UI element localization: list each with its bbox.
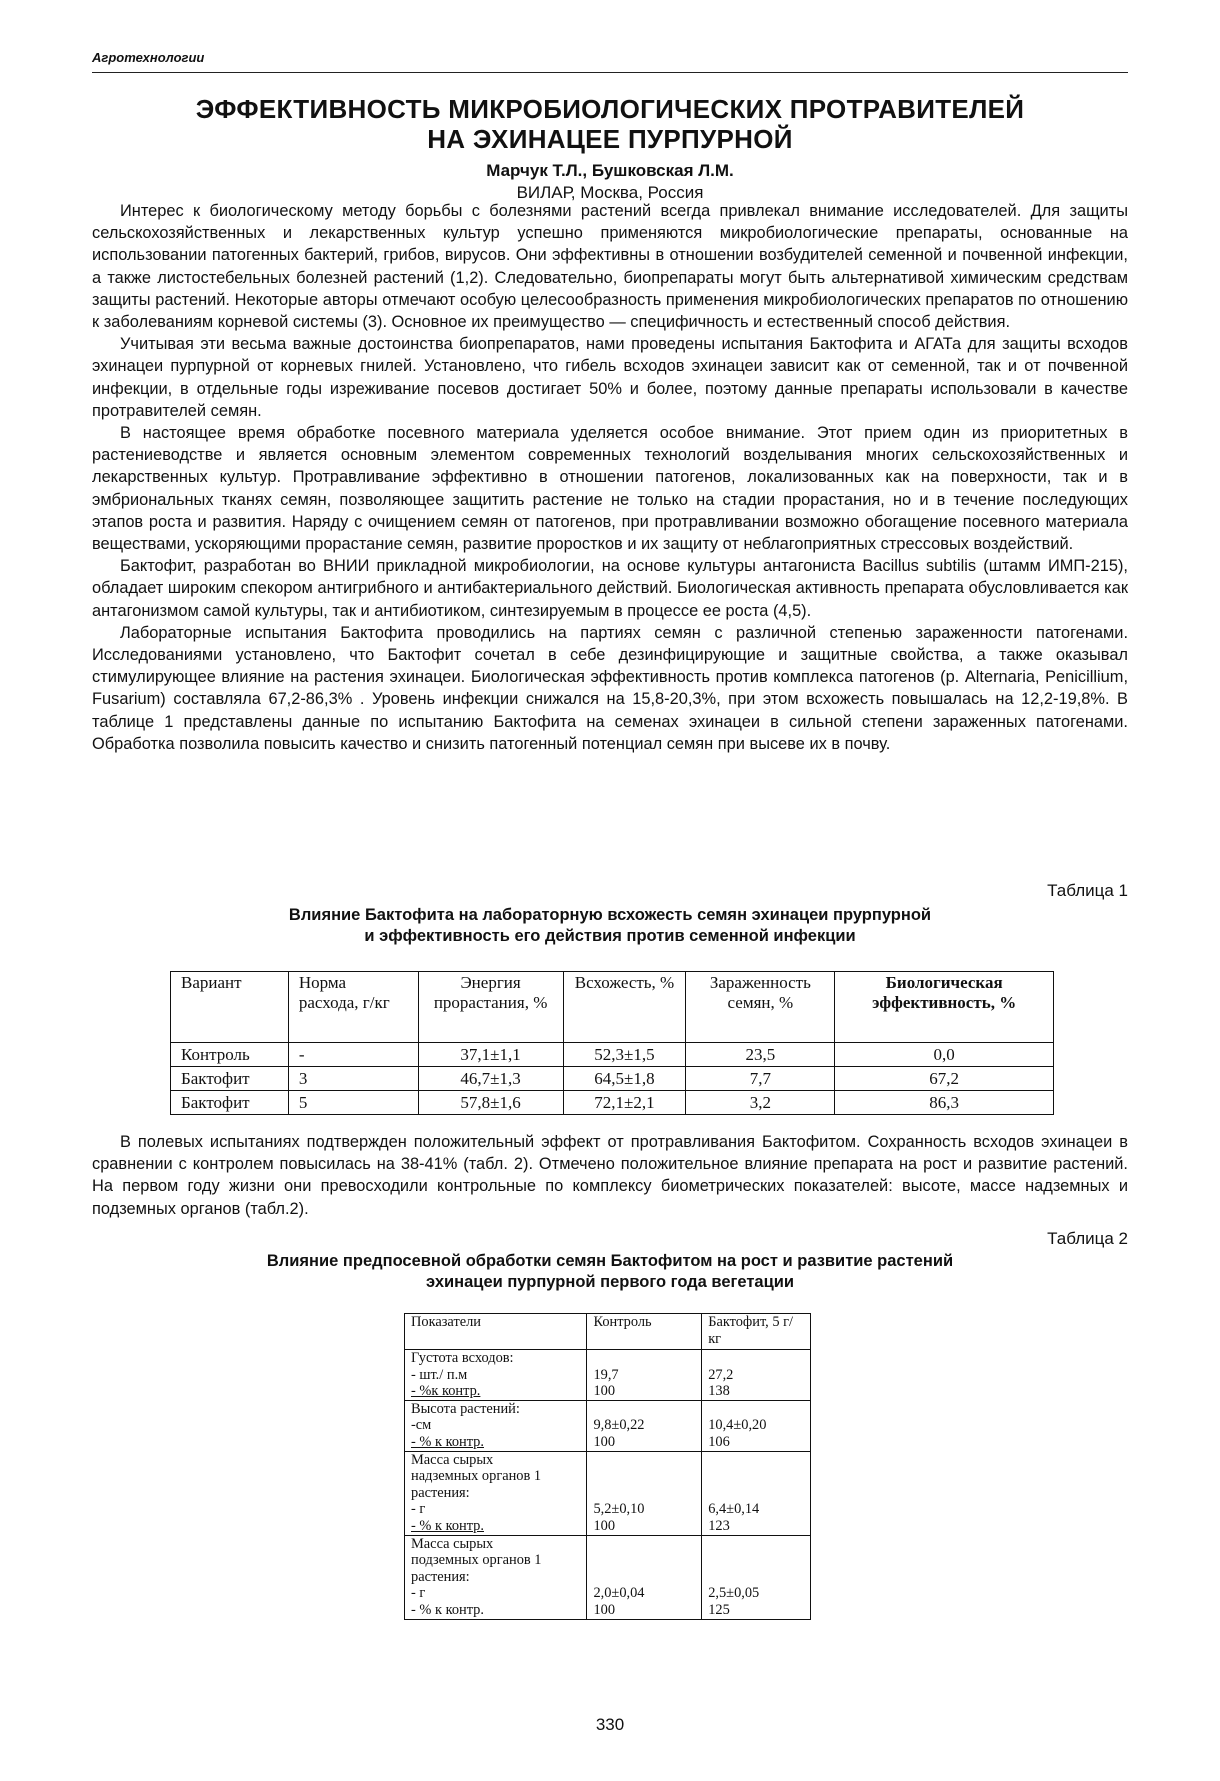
article-body-part-2 [92,1131,1128,1220]
header-rule [92,72,1128,73]
value: 19,7 [593,1366,619,1383]
paragraph: Интерес к биологическому методу борьбы с болезнями растений всегда привлекал внимание исследователей. Для защиты сельскохозяйственных и лекарственных культур успешно применяются микробиологические препараты, основанные на использовании патогенных бактерий, грибов, вирусов. Они эффективны в отношении возбудителей семенной и почвенной инфекции, а также листостебельных болезней растений (1,2). Следовательно, биопрепараты могут быть альтернативой химическим средствам защиты растений. Некоторые авторы отмечают особую целесообразность применения микробиологических препаратов по отношению к заболеваниям корневой системы (3). Основное их преимущество — специфичность и естественный способ действия. [92,202,1128,332]
table-1-title [92,905,1128,947]
value: 9,8±0,22 [593,1417,645,1434]
row-label: - % к контр. [411,1517,484,1534]
value: 100 [593,1383,616,1400]
table-cell [587,1451,702,1535]
value: 2,5±0,05 [708,1585,760,1602]
table-header-cell: Зараженность семян, % [686,972,835,1043]
table-cell [405,1535,587,1619]
table-2-label: Таблица 2 [1047,1229,1128,1248]
table-cell: 37,1±1,1 [418,1043,563,1067]
table-header-cell: Норма расхода, г/кг [288,972,418,1043]
value: 100 [593,1517,616,1534]
table-1 [170,971,1054,1115]
row-label: -см [411,1417,432,1434]
row-label: - шт./ п.м [411,1366,468,1383]
table-group [405,1350,811,1401]
table-cell [702,1350,811,1401]
table-cell: 0,0 [835,1043,1054,1067]
table-group [405,1451,811,1535]
row-label: - %к контр. [411,1383,481,1400]
table-cell: Бактофит [171,1067,289,1091]
group-heading: надземных органов 1 [411,1468,542,1485]
table-cell [587,1350,702,1401]
paragraph: Учитывая эти весьма важные достоинства биопрепаратов, нами проведены испытания Бактофита и АГАТа для защиты всходов эхинацеи пурпурной от корневых гнилей. Установлено, что гибель всходов эхинацеи зависит как от семенной, так и от почвенной инфекции, в отдельные годы изреживание посевов достигает 50% и более, поэтому данные препараты использовали в качестве протравителей семян. [92,335,1128,420]
table-header-cell: Бактофит, 5 г/кг [702,1314,811,1350]
section-label: Агротехнологии [92,50,205,65]
table-cell [405,1350,587,1401]
table-cell [587,1535,702,1619]
paragraph: В настоящее время обработке посевного материала уделяется особое внимание. Этот прием один из приоритетных в растениеводстве и является основным элементом современных технологий возделывания многих сельскохозяйственных и лекарственных культур. Протравливание эффективно в отношении патогенов, локализованных как на поверхности, так и в эмбриональных тканях семян, позволяющее защитить растение не только на стадии прорастания, но и в течение последующих этапов роста и развития. Наряду с очищением семян от патогенов, при протравливании возможно обогащение посевного материала веществами, ускоряющими прорастание семян, развитие проростков и их защиту от неблагоприятных стрессовых воздействий. [92,424,1128,554]
article-title-line-1: ЭФФЕКТИВНОСТЬ МИКРОБИОЛОГИЧЕСКИХ ПРОТРАВИТЕЛЕЙ [195,94,1025,124]
table-cell: 5 [288,1091,418,1115]
table-cell [702,1400,811,1451]
paragraph: Лабораторные испытания Бактофита проводились на партиях семян с различной степенью зараженности патогенами. Исследованиями установлено, что Бактофит сочетал в себе дезинфицирующие и защитные свойства, а также оказывал стимулирующее влияние на растения эхинацеи. Биологическая эффективность против комплекса патогенов (р. Alternaria, Penicillium, Fusarium) составляла 67,2-86,3% . Уровень инфекции снижался на 15,8-20,3%, при этом всхожесть повышалась на 12,2-19,8%. В таблице 1 представлены данные по испытанию Бактофита на семенах эхинацеи в сильной степени зараженных патогенами. Обработка позволила повысить качество и снизить патогенный потенциал семян при высеве их в почву. [92,623,1128,753]
table-2-title-line: эхинацеи пурпурной первого года вегетации [425,1273,795,1291]
table-cell: 57,8±1,6 [418,1091,563,1115]
table-cell [405,1451,587,1535]
table-2-title [92,1251,1128,1293]
table-header-cell: Показатели [405,1314,587,1350]
row-label: - г [411,1501,426,1518]
table-1-title-line: Влияние Бактофита на лабораторную всхожесть семян эхинацеи прурпурной [288,906,932,924]
article-affiliation: ВИЛАР, Москва, Россия [516,183,704,202]
table-1-title-line: и эффективность его действия против семенной инфекции [364,927,856,945]
article-title-line-2: НА ЭХИНАЦЕЕ ПУРПУРНОЙ [427,124,793,154]
table-header-cell: Контроль [587,1314,702,1350]
table-cell: Бактофит [171,1091,289,1115]
value: 138 [708,1383,730,1400]
value: 123 [708,1517,730,1534]
value: 6,4±0,14 [708,1501,760,1518]
table-header-cell: Биологическая эффективность, % [835,972,1054,1043]
value: 125 [708,1601,730,1618]
table-cell: 64,5±1,8 [563,1067,686,1091]
group-heading: Масса сырых [411,1451,494,1468]
table-cell: 67,2 [835,1067,1054,1091]
group-heading: растения: [411,1568,470,1585]
value: 106 [708,1433,730,1450]
table-cell: 72,1±2,1 [563,1091,686,1115]
group-heading: Масса сырых [411,1535,494,1552]
table-group [405,1400,811,1451]
paragraph: В полевых испытаниях подтвержден положительный эффект от протравливания Бактофитом. Сохранность всходов эхинацеи в сравнении с контролем повысилась на 38-41% (табл. 2). Отмечено положительное влияние препарата на рост и развитие растений. На первом году жизни они превосходили контрольные по комплексу биометрических показателей: высоте, массе надземных и подземных органов (табл.2). [92,1133,1128,1218]
table-cell [702,1535,811,1619]
table-cell: Контроль [171,1043,289,1067]
table-header-cell: Энергия прорастания, % [418,972,563,1043]
table-cell: 52,3±1,5 [563,1043,686,1067]
group-heading: растения: [411,1484,470,1501]
value: 100 [593,1601,616,1618]
value: 10,4±0,20 [708,1417,767,1434]
row-label: - г [411,1585,426,1602]
table-cell: 7,7 [686,1067,835,1091]
value: 5,2±0,10 [593,1501,645,1518]
article-authors: Марчук Т.Л., Бушковская Л.М. [486,161,734,180]
value: 2,0±0,04 [593,1585,645,1602]
table-header-cell: Всхожесть, % [563,972,686,1043]
table-row [171,1067,1054,1091]
table-cell: 3 [288,1067,418,1091]
group-heading: Высота растений: [411,1400,520,1417]
row-label: - % к контр. [411,1433,484,1450]
table-cell [587,1400,702,1451]
title-block [92,94,1128,204]
table-cell: - [288,1043,418,1067]
table-row [171,1091,1054,1115]
table-cell: 86,3 [835,1091,1054,1115]
article-body-part-1 [92,200,1128,755]
table-row [171,1043,1054,1067]
table-cell: 3,2 [686,1091,835,1115]
value: 100 [593,1433,616,1450]
table-2-title-line: Влияние предпосевной обработки семян Бактофитом на рост и развитие растений [266,1252,954,1270]
group-heading: подземных органов 1 [411,1552,542,1569]
table-header-cell: Вариант [171,972,289,1043]
paragraph: Бактофит, разработан во ВНИИ прикладной микробиологии, на основе культуры антагониста Bacillus subtilis (штамм ИМП-215), обладает широким спекором антигрибного и антибактериального действий. Биологическая активность препарата обусловливается как антагонизмом самой культуры, так и антибиотиком, синтезируемым в процессе ее роста (4,5). [92,557,1128,620]
table-2 [404,1313,811,1620]
group-heading: Густота всходов: [411,1350,514,1366]
table-cell [405,1400,587,1451]
table-header-row [171,972,1054,1043]
page-number: 330 [595,1715,625,1734]
value: 27,2 [708,1366,734,1383]
table-cell: 23,5 [686,1043,835,1067]
row-label: - % к контр. [411,1601,484,1618]
table-group [405,1535,811,1619]
table-cell: 46,7±1,3 [418,1067,563,1091]
table-header-row [405,1314,811,1350]
table-cell [702,1451,811,1535]
table-1-label: Таблица 1 [1047,881,1128,900]
